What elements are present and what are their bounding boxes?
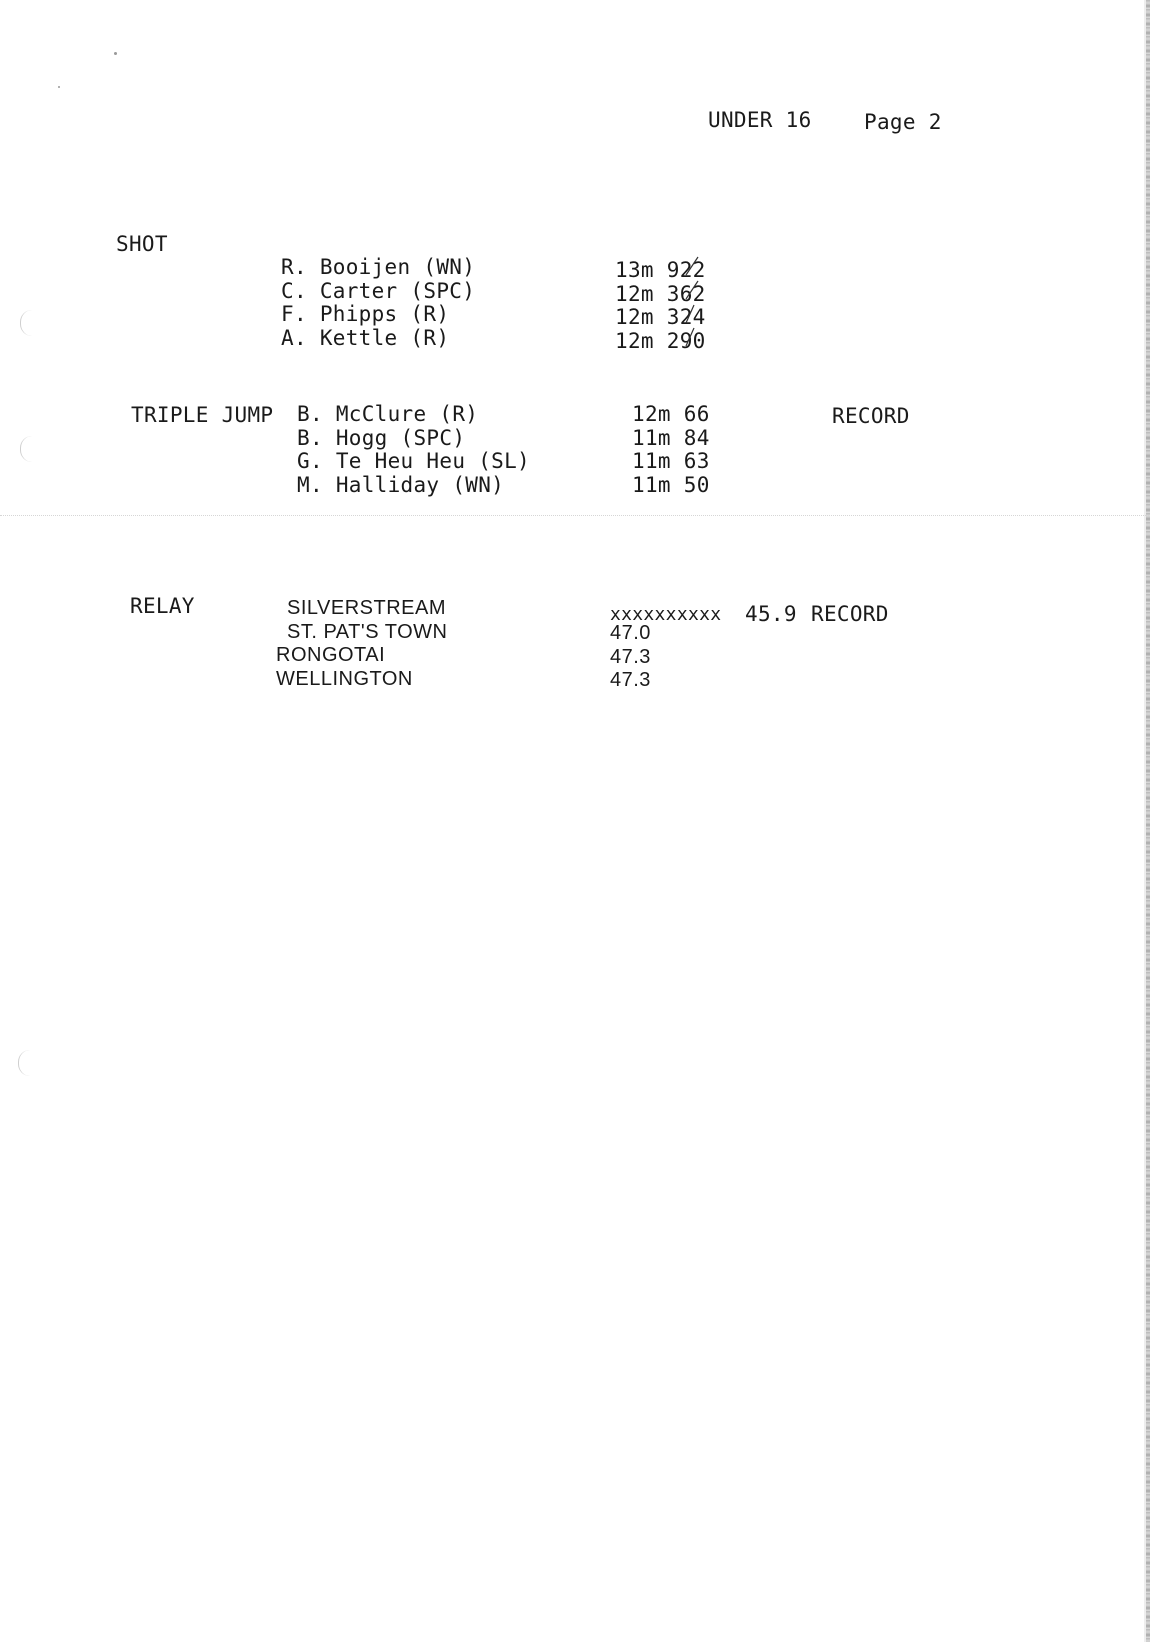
event-label-shot: SHOT [116,232,168,256]
list-item: R. Booijen (WN) [281,255,476,279]
record-time: 45.9 [745,602,797,626]
list-item: RONGOTAI [276,644,386,666]
page-edge-strip [1146,0,1150,1642]
fold-line [0,515,1150,516]
list-item: G. Te Heu Heu (SL) [297,449,530,473]
punch-hole-mark [20,310,35,336]
triple-jump-names [297,403,530,497]
struck-out-text: xxxxxxxxxx [610,604,722,625]
record-note: RECORD [811,602,889,626]
division-heading: UNDER 16 [708,108,812,132]
list-item: ST. PAT'S TOWN [287,620,448,643]
handwritten-tick [684,280,700,300]
list-item: WELLINGTON [276,667,413,690]
result-mark: 12m 66 [632,402,710,426]
punch-hole-mark [20,436,35,462]
result-mark: 12m 362 [615,281,706,306]
relay-marks [610,622,651,693]
event-label-triple-jump: TRIPLE JUMP [131,403,274,427]
record-note: RECORD [832,404,910,428]
shot-names [281,256,475,350]
list-item: B. McClure (R) [297,402,479,426]
handwritten-tick [682,327,698,347]
relay-names [276,597,447,691]
list-item: A. Kettle (R) [281,325,450,350]
list-item: B. Hogg (SPC) [297,425,466,450]
handwritten-tick [684,256,700,276]
list-item: F. Phipps (R) [281,302,450,326]
result-mark: 47.3 [610,645,651,668]
page-number: Page 2 [864,110,942,134]
punch-hole-mark [18,1050,33,1076]
event-label-relay: RELAY [130,594,195,618]
triple-jump-marks [632,403,710,497]
result-mark: 47.0 [610,622,651,644]
result-mark: 11m 50 [632,472,710,497]
list-item: C. Carter (SPC) [281,278,476,303]
result-mark: 47.3 [610,669,651,691]
list-item: SILVERSTREAM [287,597,446,619]
result-mark: 12m 324 [615,305,706,329]
list-item: M. Halliday (WN) [297,472,505,497]
result-mark: 13m 922 [615,258,706,282]
scan-speck [114,52,117,55]
result-mark: 12m 290 [615,328,706,353]
scan-speck [58,86,60,88]
result-mark: 11m 63 [632,449,710,473]
result-mark: 11m 84 [632,425,710,450]
handwritten-tick [682,304,698,324]
